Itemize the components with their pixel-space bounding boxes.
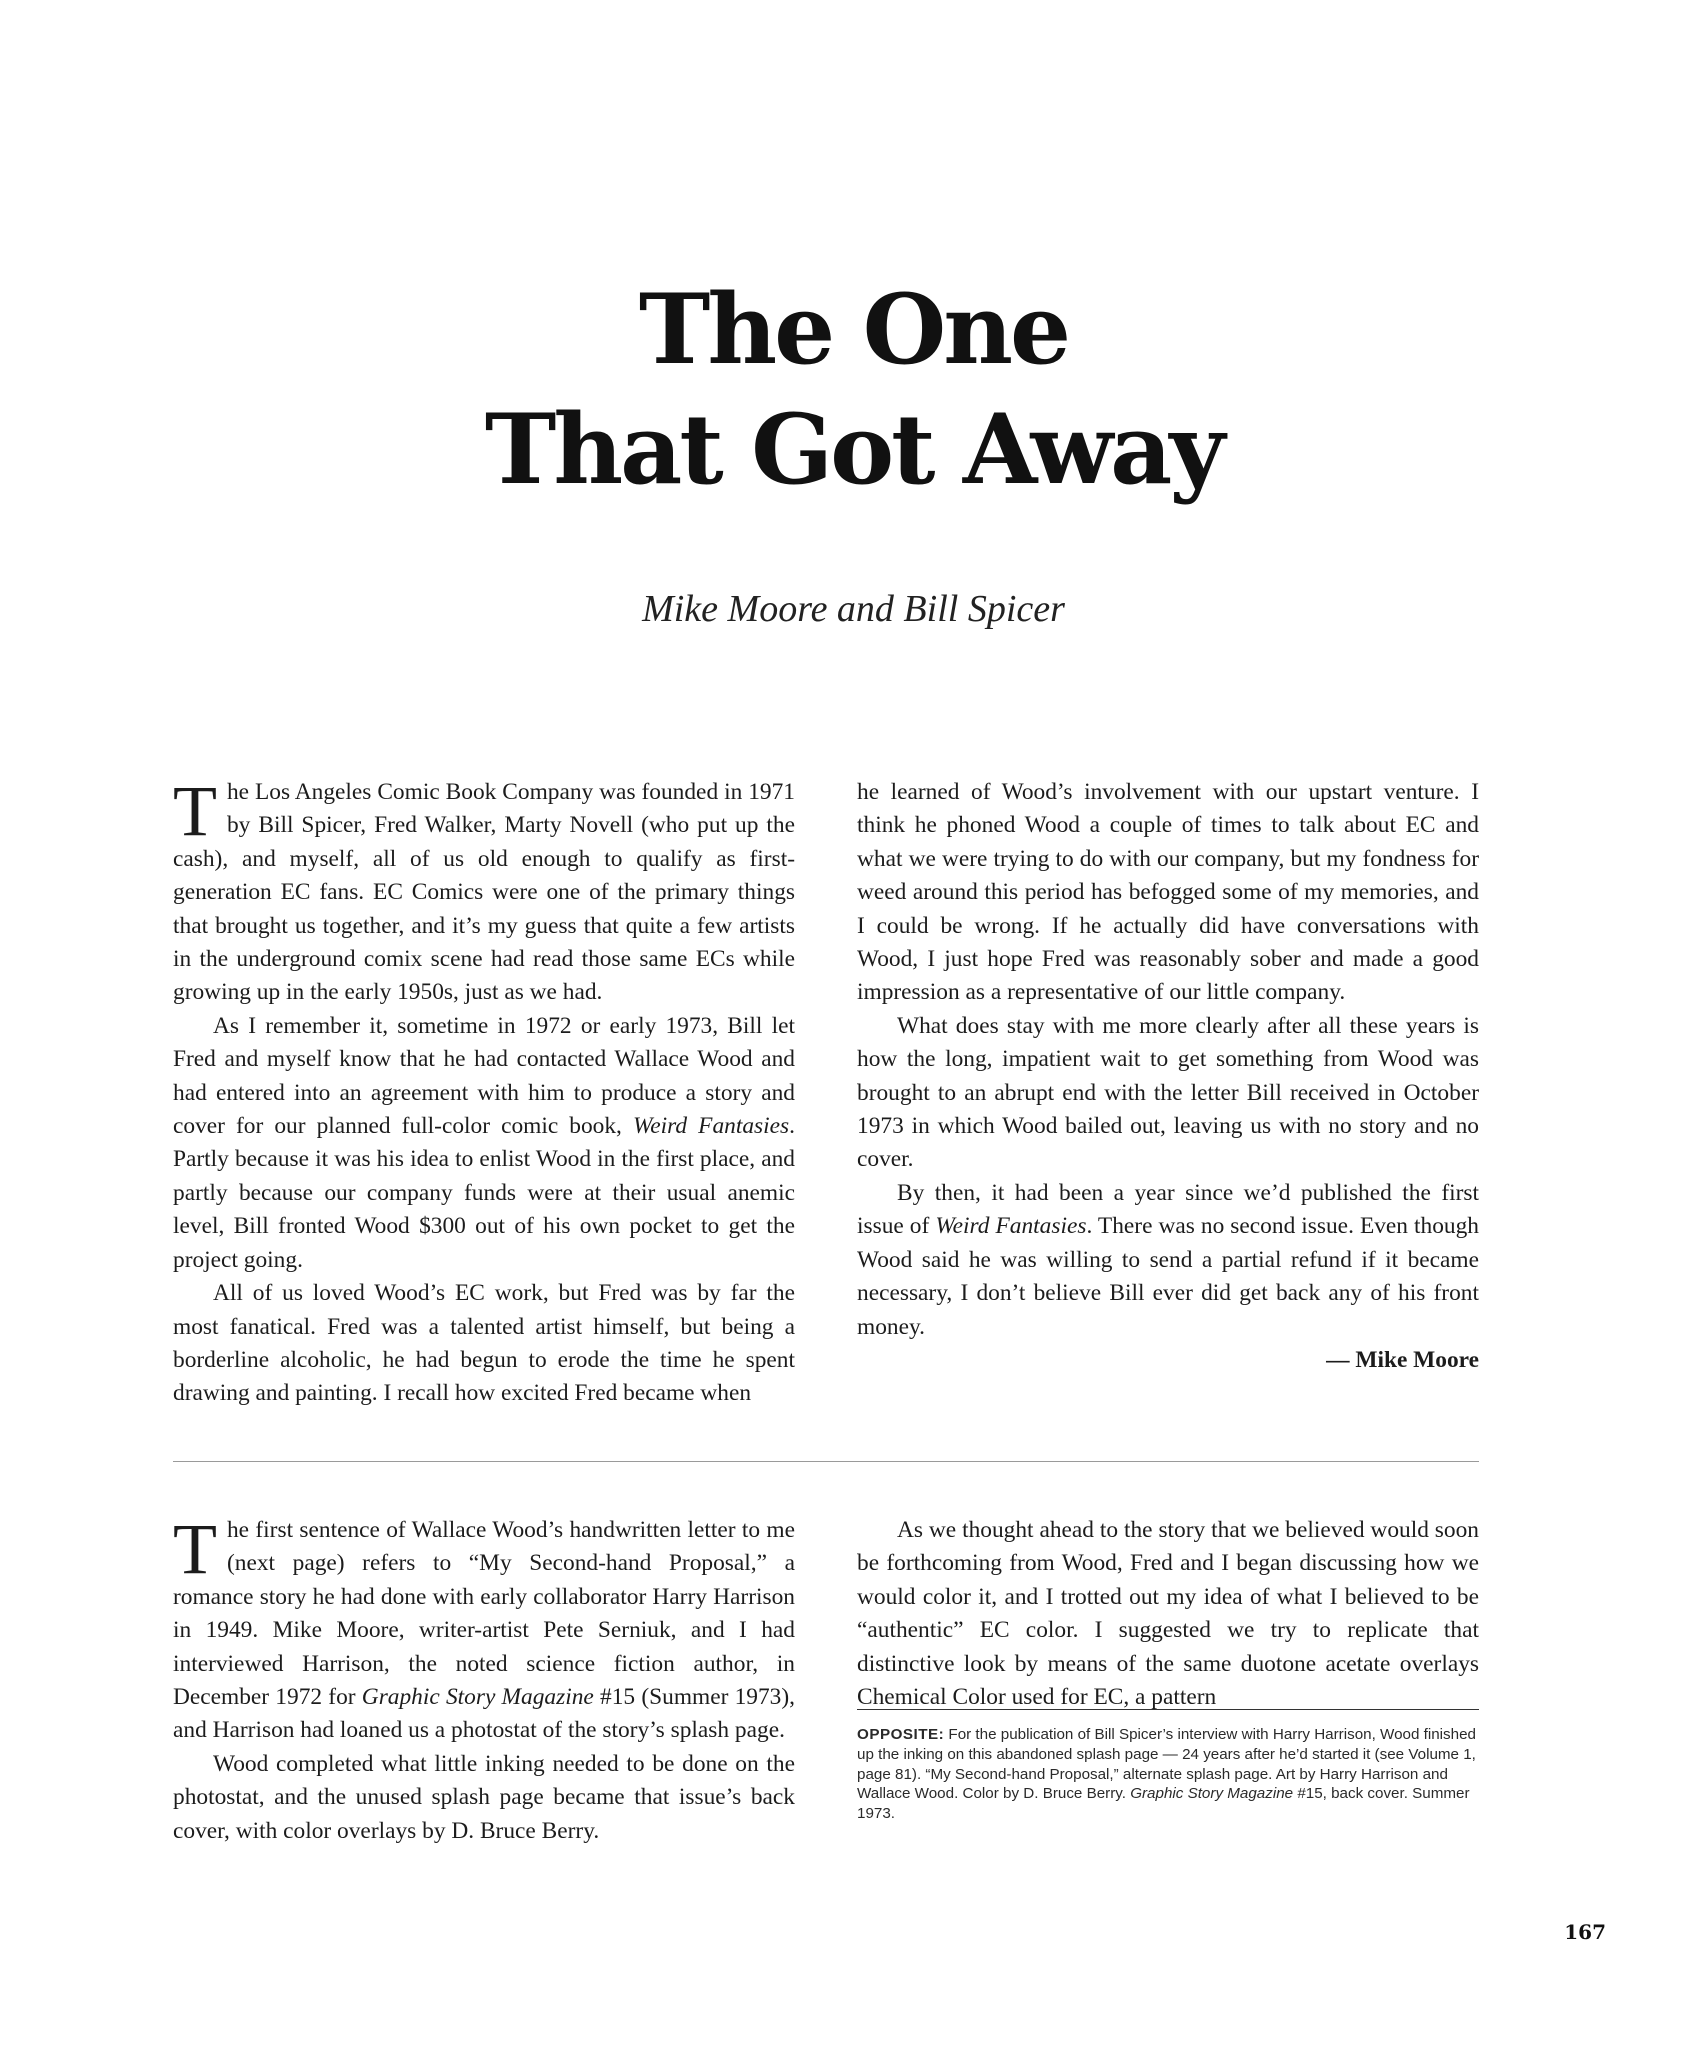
drop-cap: T <box>173 771 217 851</box>
caption-magazine-title: Graphic Story Magazine <box>1130 1785 1294 1803</box>
essay1-column-left <box>173 771 795 1411</box>
essay2-column-left <box>173 1509 796 1848</box>
caption-label: OPPOSITE: <box>857 1726 945 1743</box>
caption-text-end: #15, back cover. Summer 1973. <box>857 1785 1470 1823</box>
essay1-p5-text: By then, it had been a year since we’d published the first issue of <box>857 1179 1479 1240</box>
essay1-p5-text-end: . There was no second issue. Even though Wood said he was willing to send a partial refund if it became necessary, I don’t believe Bill ever did get back any of his front money. <box>857 1213 1480 1340</box>
author-signature: — Mike Moore <box>1326 1346 1479 1373</box>
essay1-p3-text: All of us loved Wood’s EC work, but Fred was by far the most fanatical. Fred was a talented artist himself, but being a borderline alcoholic, he had begun to erode the time he spent drawing and painting. I recall how excited Fred became when <box>173 1280 795 1407</box>
magazine-title: Graphic Story Magazine <box>361 1684 594 1711</box>
page-number: 167 <box>1564 1920 1606 1944</box>
section-divider <box>173 1461 1479 1462</box>
essay1-p1-text: he Los Angeles Comic Book Company was founded in 1971 by Bill Spicer, Fred Walker, Marty Novell (who put up the cash), and myself, all of us old enough to qualify as first-generation EC fans. EC Comics were one of the primary things that brought us together, and it’s my guess that quite a few artists in the underground comix scene had read those same ECs while growing up in the early 1950s, just as we had. <box>173 779 795 1006</box>
essay1-paragraph-4 <box>857 1010 1479 1177</box>
figure-caption <box>857 1725 1479 1824</box>
byline: Mike Moore and Bill Spicer <box>642 588 1065 630</box>
essay1-paragraph-3-continued <box>857 776 1479 1010</box>
magazine-title: Weird Fantasies <box>935 1213 1087 1240</box>
essay1-paragraph-1 <box>173 771 795 1010</box>
essay1-paragraph-2 <box>173 1010 795 1277</box>
essay2-paragraph-3 <box>857 1514 1479 1714</box>
essay1-paragraph-5 <box>857 1177 1479 1344</box>
essay2-paragraph-2 <box>173 1748 795 1848</box>
essay2-p1-text: he first sentence of Wallace Wood’s handwritten letter to me (next page) refers to “My Second-hand Proposal,” a romance story he had done with early collaborator Harry Harrison in 1949. Mike Moore, writer-artist Pete Serniuk, and I had interviewed Harrison, the noted science fiction author, in December 1972 for <box>173 1517 795 1711</box>
essay1-p3-cont-text: he learned of Wood’s involvement with our upstart venture. I think he phoned Wood a couple of times to talk about EC and what we were trying to do with our company, but my fondness for weed around this period has befogged some of my memories, and I could be wrong. If he actually did have conversations with Wood, I just hope Fred was reasonably sober and made a good impression as a representative of our little company. <box>857 779 1479 1006</box>
essay1-p2-text-end: . Partly because it was his idea to enlist Wood in the first place, and partly because our company funds were at their usual anemic level, Bill fronted Wood $300 out of his own pocket to get the project going. <box>173 1113 795 1273</box>
essay1-p4-text: What does stay with me more clearly after all these years is how the long, impatient wait to get something from Wood was brought to an abrupt end with the letter Bill received in October 1973 in which Wood bailed out, leaving us with no story and no cover. <box>857 1012 1479 1173</box>
title-line-2: That Got Away <box>484 393 1223 506</box>
essay2-p1-text-end: #15 (Summer 1973), and Harrison had loaned us a photostat of the story’s splash page. <box>173 1684 796 1744</box>
essay2-column-right <box>857 1514 1479 1714</box>
essay2-paragraph-1 <box>173 1509 796 1748</box>
article-title <box>0 270 1707 510</box>
essay2-p3-text: As we thought ahead to the story that we believed would soon be forthcoming from Wood, Fred and I began discussing how we would color it, and I trotted out my idea of what I believed to be “authentic” EC color. I suggested we try to replicate that distinctive look by means of the same duotone acetate overlays Chemical Color used for EC, a pattern <box>857 1517 1479 1711</box>
essay2-p2-text: Wood completed what little inking needed to be done on the photostat, and the unused splash page became that issue’s back cover, with color overlays by D. Bruce Berry. <box>173 1750 795 1844</box>
essay1-paragraph-3 <box>173 1277 795 1411</box>
magazine-title: Weird Fantasies <box>632 1113 790 1140</box>
drop-cap: T <box>173 1509 217 1589</box>
caption-divider <box>857 1709 1479 1710</box>
caption-text: For the publication of Bill Spicer’s interview with Harry Harrison, Wood finished up the inking on this abandoned splash page — 24 years after he’d started it (see Volume 1, page 81). “My Second-hand Proposal,” alternate splash page. Art by Harry Harrison and Wallace Wood. Color by D. Bruce Berry. <box>857 1726 1476 1803</box>
essay1-column-right <box>857 776 1479 1377</box>
essay1-p2-text: As I remember it, sometime in 1972 or early 1973, Bill let Fred and myself know that he had contacted Wallace Wood and had entered into an agreement with him to produce a story and cover for our planned full-color comic book, <box>173 1012 795 1140</box>
title-line-1: The One <box>638 273 1069 386</box>
